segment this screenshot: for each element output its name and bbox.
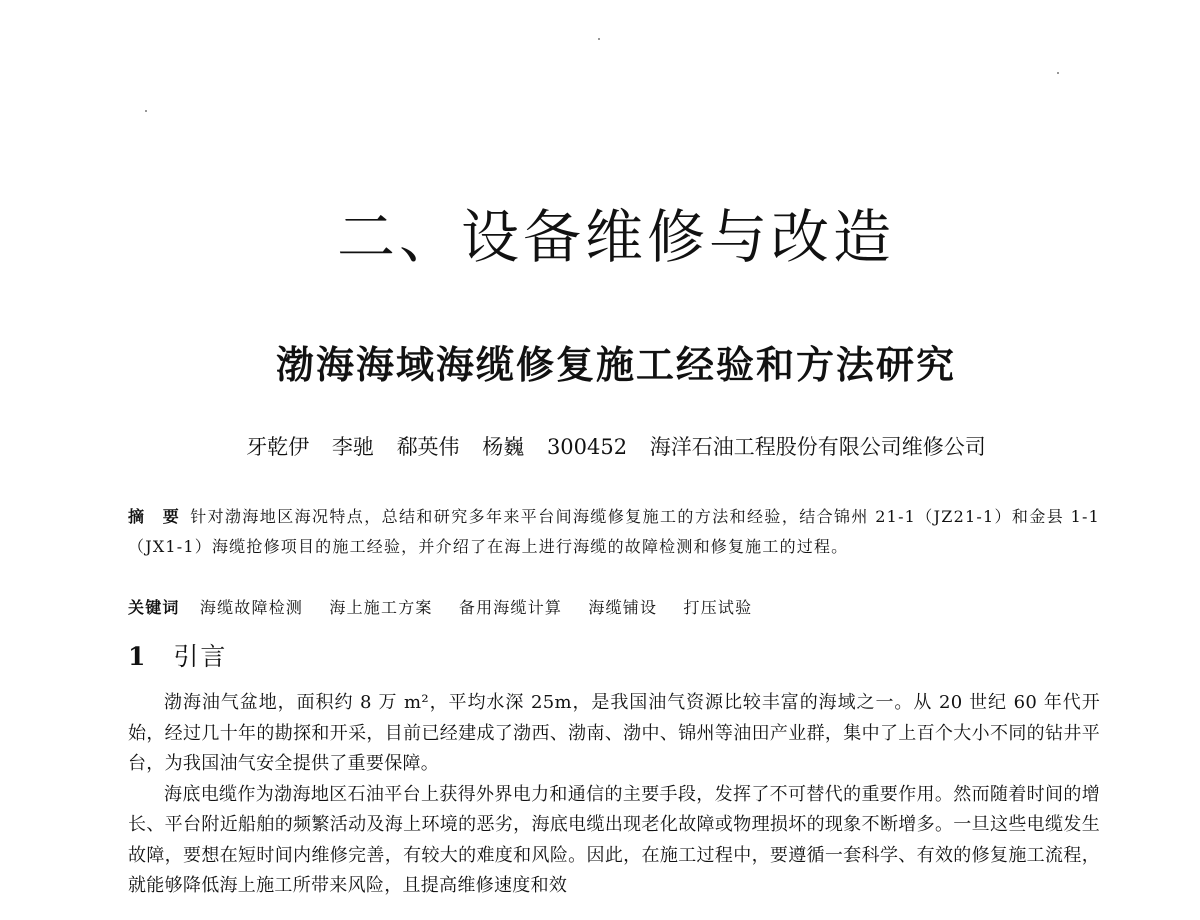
paper-title: 渤海海域海缆修复施工经验和方法研究 [275,342,956,387]
keyword: 海缆故障检测 [199,598,304,617]
author-name: 郗英伟 [396,435,460,459]
keyword: 海上施工方案 [329,598,433,617]
keyword: 备用海缆计算 [458,598,563,617]
scan-speck [145,110,147,112]
keywords [128,596,1100,620]
author-name: 牙乾伊 [246,435,310,459]
body-text [128,688,1100,902]
abstract-label: 摘 要 [128,507,181,526]
author-name: 李驰 [331,435,374,459]
section-heading-title: 引言 [173,642,228,671]
abstract [128,502,1100,562]
keywords-label: 关键词 [128,598,180,617]
section-heading [128,642,227,672]
paragraph: 渤海油气盆地，面积约 8 万 m²，平均水深 25m，是我国油气资源比较丰富的海域之一。从 20 世纪 60 年代开始，经过几十年的勘探和开采，目前已经建成了渤西、渤南、渤中、锦州等油田产业群，集中了上百个大小不同的钻井平台，为我国油气安全提供了重要保障。 [128,692,1100,774]
paragraph: 海底电缆作为渤海地区石油平台上获得外界电力和通信的主要手段，发挥了不可替代的重要作用。然而随着时间的增长、平台附近船舶的频繁活动及海上环境的恶劣，海底电缆出现老化故障或物理损坏的现象不断增多。一旦这些电缆发生故障，要想在短时间内维修完善，有较大的难度和风险。因此，在施工过程中，要遵循一套科学、有效的修复施工流程，就能够降低海上施工所带来风险，且提高维修速度和效 [128,783,1100,896]
keyword: 打压试验 [683,598,753,617]
section-number: 1 [128,642,146,671]
section-title: 二、设备维修与改造 [336,203,895,271]
affiliation: 海洋石油工程股份有限公司维修公司 [649,435,986,459]
abstract-text: 针对渤海地区海况特点，总结和研究多年来平台间海缆修复施工的方法和经验，结合锦州 21-1（JZ21-1）和金县 1-1（JX1-1）海缆抢修项目的施工经验，并介绍了在海上进行海缆的故障检测和修复施工的过程。 [128,507,1100,556]
author-line [0,437,1200,458]
author-name: 杨巍 [482,435,525,459]
scan-speck [598,38,600,40]
scan-speck [1057,72,1059,74]
keyword: 海缆铺设 [588,598,658,617]
postcode: 300452 [546,435,628,459]
